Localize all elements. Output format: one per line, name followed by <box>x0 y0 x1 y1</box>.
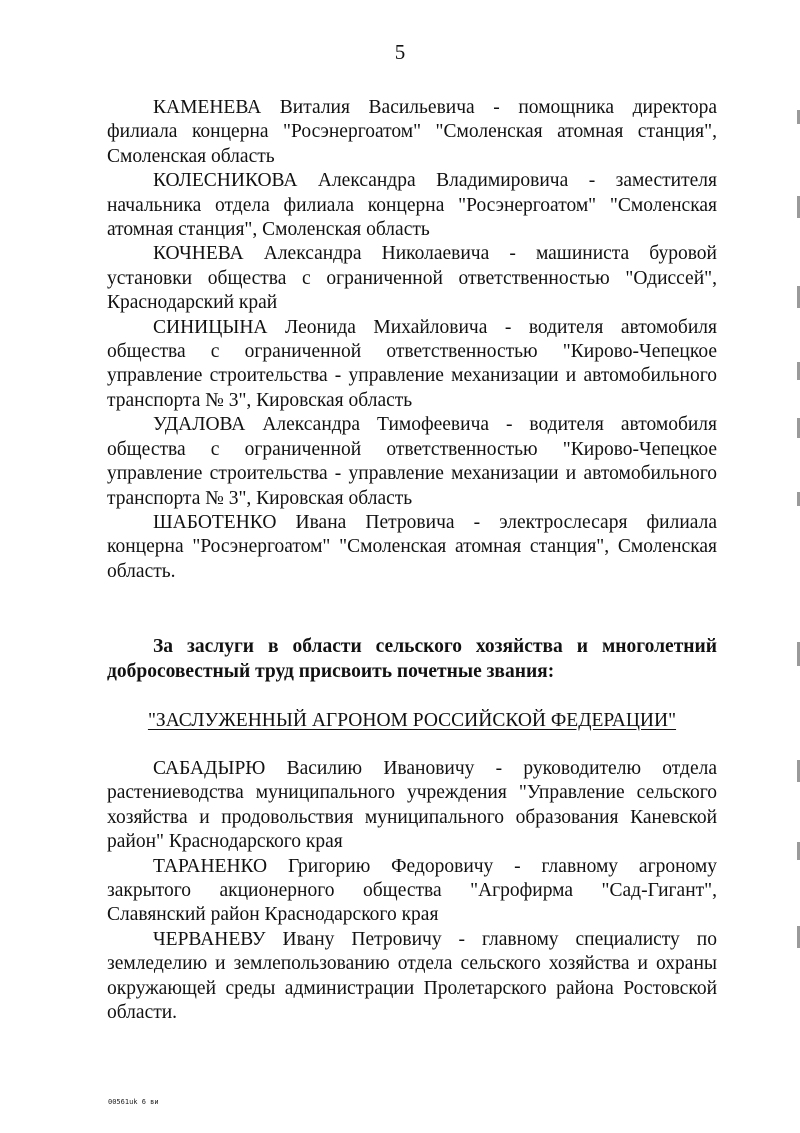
awards-list-section-2 <box>107 757 717 1025</box>
award-entry-kochneva: КОЧНЕВА Александра Николаевича - машиниста буровой установки общества с ограниченной ответственностью "Одиссей", Краснодарский край <box>107 243 717 314</box>
award-entry-kolesnikova: КОЛЕСНИКОВА Александра Владимировича - заместителя начальника отдела филиала концерна "Росэнергоатом" "Смоленская атомная станция", Смоленская область <box>107 170 717 241</box>
award-entry-sabadyryu: САБАДЫРЮ Василию Ивановичу - руководителю отдела растениеводства муниципального учреждения "Управление сельского хозяйства и продовольствия муниципального образования Каневской район" Краснодарского края <box>107 758 717 853</box>
document-code: 00561uk 6 ви <box>108 1098 159 1106</box>
awards-list-section-1 <box>107 96 717 584</box>
scan-edge-marks <box>794 0 800 1133</box>
award-entry-taranenko: ТАРАНЕНКО Григорию Федоровичу - главному агроному закрытого акционерного общества "Агрофирма "Сад-Гигант", Славянский район Краснодарского края <box>107 855 717 926</box>
award-entry-shabotenko: ШАБОТЕНКО Ивана Петровича - электрослесаря филиала концерна "Росэнергоатом" "Смоленская атомная станция", Смоленская область. <box>107 511 717 582</box>
award-entry-udalova: УДАЛОВА Александра Тимофеевича - водителя автомобиля общества с ограниченной ответственностью "Кирово-Чепецкое управление строительства - управление механизации и автомобильного транспорта № 3", Кировская область <box>107 414 717 509</box>
award-entry-kameneva: КАМЕНЕВА Виталия Васильевича - помощника директора филиала концерна "Росэнергоатом" "Смоленская атомная станция", Смоленская область <box>107 97 717 167</box>
decree-heading: За заслуги в области сельского хозяйства и многолетний добросовестный труд присвоить почетные звания: <box>107 636 717 682</box>
honor-title: "ЗАСЛУЖЕННЫЙ АГРОНОМ РОССИЙСКОЙ ФЕДЕРАЦИИ" <box>147 710 677 731</box>
award-entry-chervanevu: ЧЕРВАНЕВУ Ивану Петровичу - главному специалисту по земледелию и землепользованию отдела сельского хозяйства и охраны окружающей среды администрации Пролетарского района Ростовской области. <box>107 928 717 1024</box>
page-number: 5 <box>394 40 406 64</box>
award-entry-sinitsyna: СИНИЦЫНА Леонида Михайловича - водителя автомобиля общества с ограниченной ответственностью "Кирово-Чепецкое управление строительства - управление механизации и автомобильного транспорта № 3", Кировская область <box>107 316 717 411</box>
